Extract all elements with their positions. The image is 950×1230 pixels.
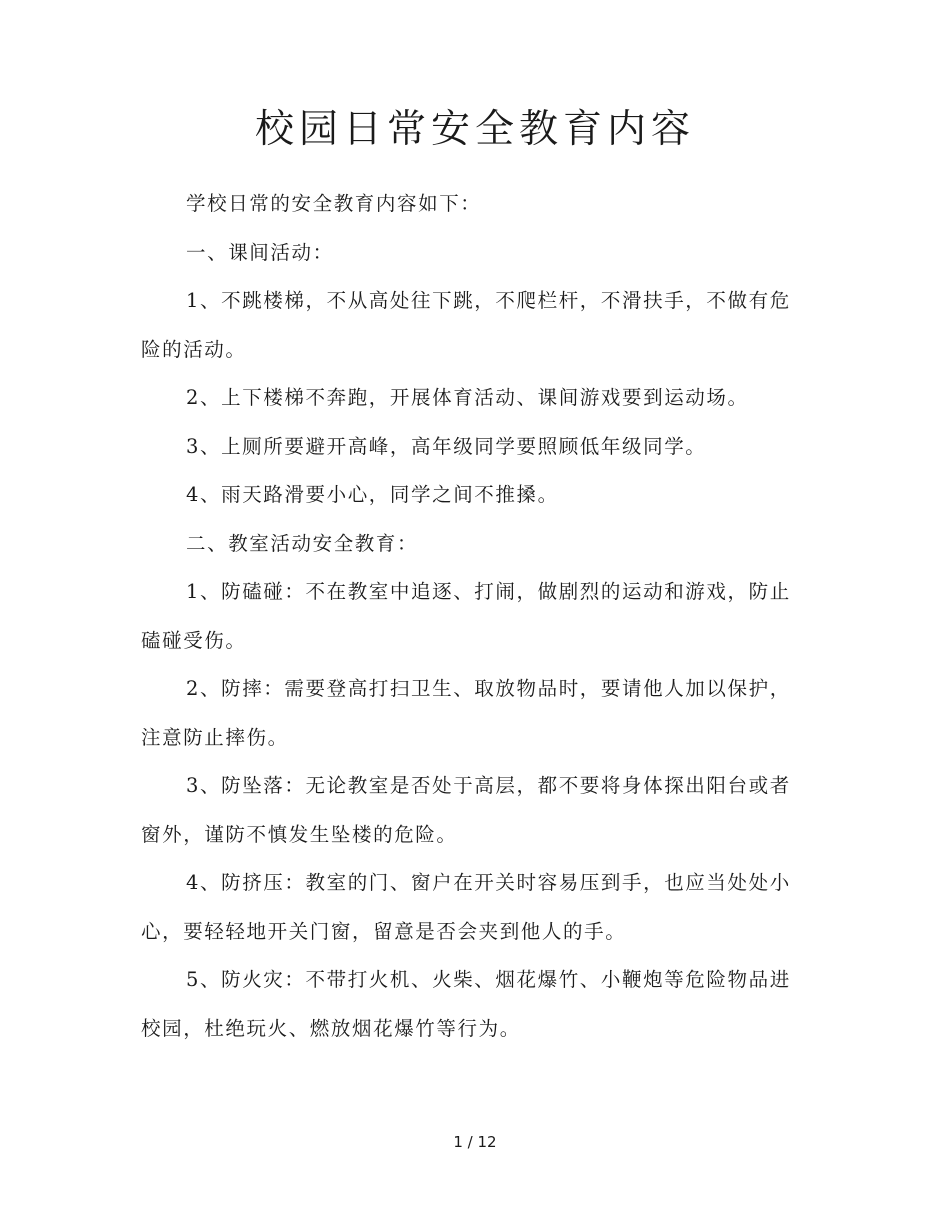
list-item: 2、上下楼梯不奔跑，开展体育活动、课间游戏要到运动场。 [186,386,749,409]
section-heading-classroom-safety: 二、教室活动安全教育： [186,531,419,555]
section-heading-break-activities: 一、课间活动： [186,240,334,264]
list-item: 1、不跳楼梯，不从高处往下跳，不爬栏杆，不滑扶手，不做有危险的活动。 [141,289,791,361]
document-body [141,180,805,1053]
list-item: 3、防坠落：无论教室是否处于高层，都不要将身体探出阳台或者窗外，谨防不慎发生坠楼的危险。 [141,774,791,846]
page-number: 1 / 12 [453,1133,497,1151]
paragraph-intro: 学校日常的安全教育内容如下： [186,192,482,215]
list-item: 2、防摔：需要登高打扫卫生、取放物品时，要请他人加以保护，注意防止摔伤。 [141,677,791,749]
list-item: 1、防磕碰：不在教室中追逐、打闹，做剧烈的运动和游戏，防止磕碰受伤。 [141,580,791,652]
list-item: 3、上厕所要避开高峰，高年级同学要照顾低年级同学。 [186,434,707,458]
list-item: 4、雨天路滑要小心，同学之间不推搡。 [186,483,559,506]
page-title: 校园日常安全教育内容 [254,107,695,152]
list-item: 4、防挤压：教室的门、窗户在开关时容易压到手，也应当处处小心，要轻轻地开关门窗，留意是否会夹到他人的手。 [141,871,791,943]
list-item: 5、防火灾：不带打火机、火柴、烟花爆竹、小鞭炮等危险物品进校园，杜绝玩火、燃放烟花爆竹等行为。 [141,968,791,1040]
